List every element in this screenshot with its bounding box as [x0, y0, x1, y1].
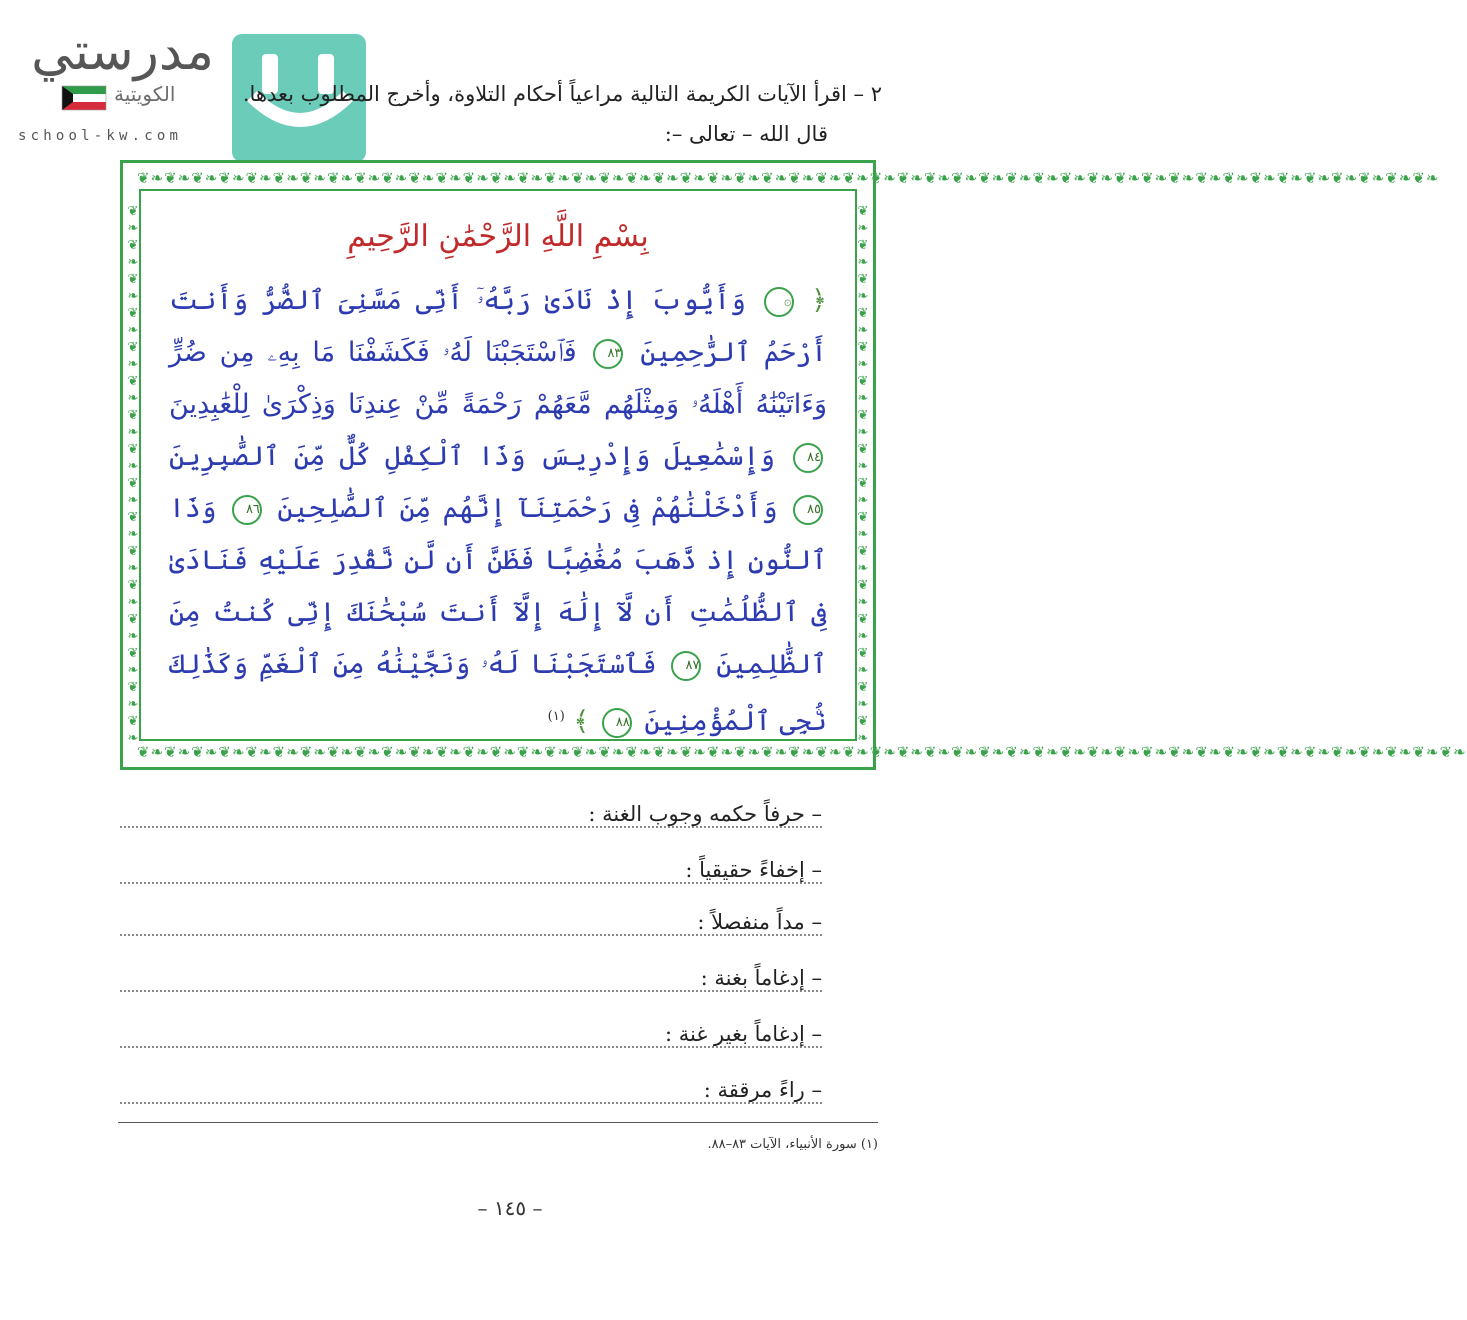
- question-label: – إدغاماً بغير غنة :: [659, 1022, 822, 1046]
- ayah-number: ٨٤: [793, 443, 823, 473]
- basmala: بِسْمِ اللَّهِ الرَّحْمَٰنِ الرَّحِيمِ: [347, 219, 649, 254]
- question-label: – إدغاماً بغنة :: [695, 966, 822, 990]
- question-label: – إخفاءً حقيقياً :: [679, 858, 822, 882]
- verse-text: وَذَا ٱلنُّونِ إِذ ذَّهَبَ مُغَٰضِبًا فَظَنَّ أَن لَّن نَّقْدِرَ عَلَيْهِ فَنَادَىٰ فِى ٱلظُّلُمَٰتِ أَن لَّآ إِلَٰهَ إِلَّآ أَنتَ سُبْحَٰنَكَ إِنِّى كُنتُ مِنَ ٱلظَّٰلِمِينَ: [169, 493, 827, 680]
- question-row: [120, 966, 822, 996]
- question-row: [120, 802, 822, 832]
- kuwait-flag-icon: [62, 86, 106, 110]
- quran-verses: [169, 275, 827, 748]
- verse-text: فَٱسْتَجَبْنَا لَهُۥ فَكَشَفْنَا مَا بِهِۦ مِن ضُرٍّ وَءَاتَيْنَٰهُ أَهْلَهُۥ وَمِثْلَهُم مَّعَهُمْ رَحْمَةً مِّنْ عِندِنَا وَذِكْرَىٰ لِلْعَٰبِدِينَ: [169, 337, 827, 420]
- rub-el-hizb-icon: ۞: [764, 287, 794, 317]
- answer-line[interactable]: [120, 990, 822, 992]
- exercise-intro: قال الله – تعالى –:: [664, 122, 828, 146]
- verse-open-bracket: ﴿: [811, 285, 828, 316]
- watermark-brand: مدرستي: [31, 22, 214, 82]
- verse-text: وَأَيُّوبَ إِذْ نَادَىٰ رَبَّهُۥٓ أَنِّى مَسَّنِىَ ٱلضُّرُّ وَأَنتَ أَرْحَمُ ٱلرَّٰحِمِينَ: [169, 285, 827, 368]
- question-row: [120, 1022, 822, 1052]
- verse-text: وَأَدْخَلْنَٰهُمْ فِى رَحْمَتِنَآ إِنَّهُم مِّنَ ٱلصَّٰلِحِينَ: [277, 493, 778, 524]
- question-row: [120, 858, 822, 888]
- footnote: (١) سورة الأنبياء، الآيات ٨٣–٨٨.: [707, 1137, 878, 1152]
- question-row: [120, 910, 822, 940]
- page-number: – ١٤٥ –: [477, 1196, 543, 1220]
- answer-line[interactable]: [120, 882, 822, 884]
- answer-line[interactable]: [120, 934, 822, 936]
- answer-line[interactable]: [120, 1102, 822, 1104]
- question-row: [120, 1078, 822, 1108]
- answer-line[interactable]: [120, 1046, 822, 1048]
- ornament-top: ❦❧❦❧❦❧❦❧❦❧❦❧❦❧❦❧❦❧❦❧❦❧❦❧❦❧❦❧❦❧❦❧❦❧❦❧❦❧❦❧❦❧❦❧❦❧❦❧❦❧❦❧❦❧❦❧❦❧❦❧❦❧❦❧❦❧❦❧❦❧❦❧❦❧❦❧❦❧❦❧❦❧❦❧❦❧❦❧❦❧❦❧❦❧❦❧: [137, 169, 1440, 187]
- verse-text: وَإِسْمَٰعِيلَ وَإِدْرِيسَ وَذَا ٱلْكِفْلِ كُلٌّ مِّنَ ٱلصَّٰبِرِينَ: [169, 441, 775, 472]
- question-label: – مداً منفصلاً :: [691, 910, 822, 934]
- ayah-number: ٨٨: [602, 708, 632, 738]
- quran-frame: [120, 160, 1467, 770]
- ayah-number: ٨٧: [671, 651, 701, 681]
- watermark-country: الكويتية: [114, 82, 176, 106]
- answer-line[interactable]: [120, 826, 822, 828]
- question-label: – حرفاً حكمه وجوب الغنة :: [582, 802, 822, 826]
- ornament-right: ❦ ❧ ❦ ❧ ❦ ❧ ❦ ❧ ❦ ❧ ❦ ❧ ❦ ❧ ❦ ❧ ❦ ❧ ❦ ❧ ❦ ❧ ❦ ❧ ❦ ❧ ❦ ❧ ❦ ❧ ❦ ❧: [857, 204, 869, 746]
- ayah-number: ٨٣: [593, 339, 623, 369]
- exercise-instruction: ٢ – اقرأ الآيات الكريمة التالية مراعياً أحكام التلاوة، وأخرج المطلوب بعدها.: [242, 82, 882, 106]
- verse-close-bracket: ﴾: [573, 706, 590, 737]
- ayah-number: ٨٦: [232, 495, 262, 525]
- ornament-bottom: ❦❧❦❧❦❧❦❧❦❧❦❧❦❧❦❧❦❧❦❧❦❧❦❧❦❧❦❧❦❧❦❧❦❧❦❧❦❧❦❧❦❧❦❧❦❧❦❧❦❧❦❧❦❧❦❧❦❧❦❧❦❧❦❧❦❧❦❧❦❧❦❧❦❧❦❧❦❧❦❧❦❧❦❧❦❧❦❧❦❧❦❧❦❧❦❧❦❧: [137, 743, 1467, 761]
- footnote-marker: (١): [547, 709, 565, 724]
- question-label: – راءً مرققة :: [698, 1078, 822, 1102]
- ornament-left: ❦ ❧ ❦ ❧ ❦ ❧ ❦ ❧ ❦ ❧ ❦ ❧ ❦ ❧ ❦ ❧ ❦ ❧ ❦ ❧ ❦ ❧ ❦ ❧ ❦ ❧ ❦ ❧ ❦ ❧ ❦ ❧: [127, 204, 139, 746]
- watermark-url: school-kw.com: [18, 128, 183, 144]
- footnote-divider: [118, 1122, 878, 1123]
- ayah-number: ٨٥: [793, 495, 823, 525]
- verse-text: فَٱسْتَجَبْنَا لَهُۥ وَنَجَّيْنَٰهُ مِنَ ٱلْغَمِّ وَكَذَٰلِكَ نُۨجِى ٱلْمُؤْمِنِينَ: [169, 649, 827, 737]
